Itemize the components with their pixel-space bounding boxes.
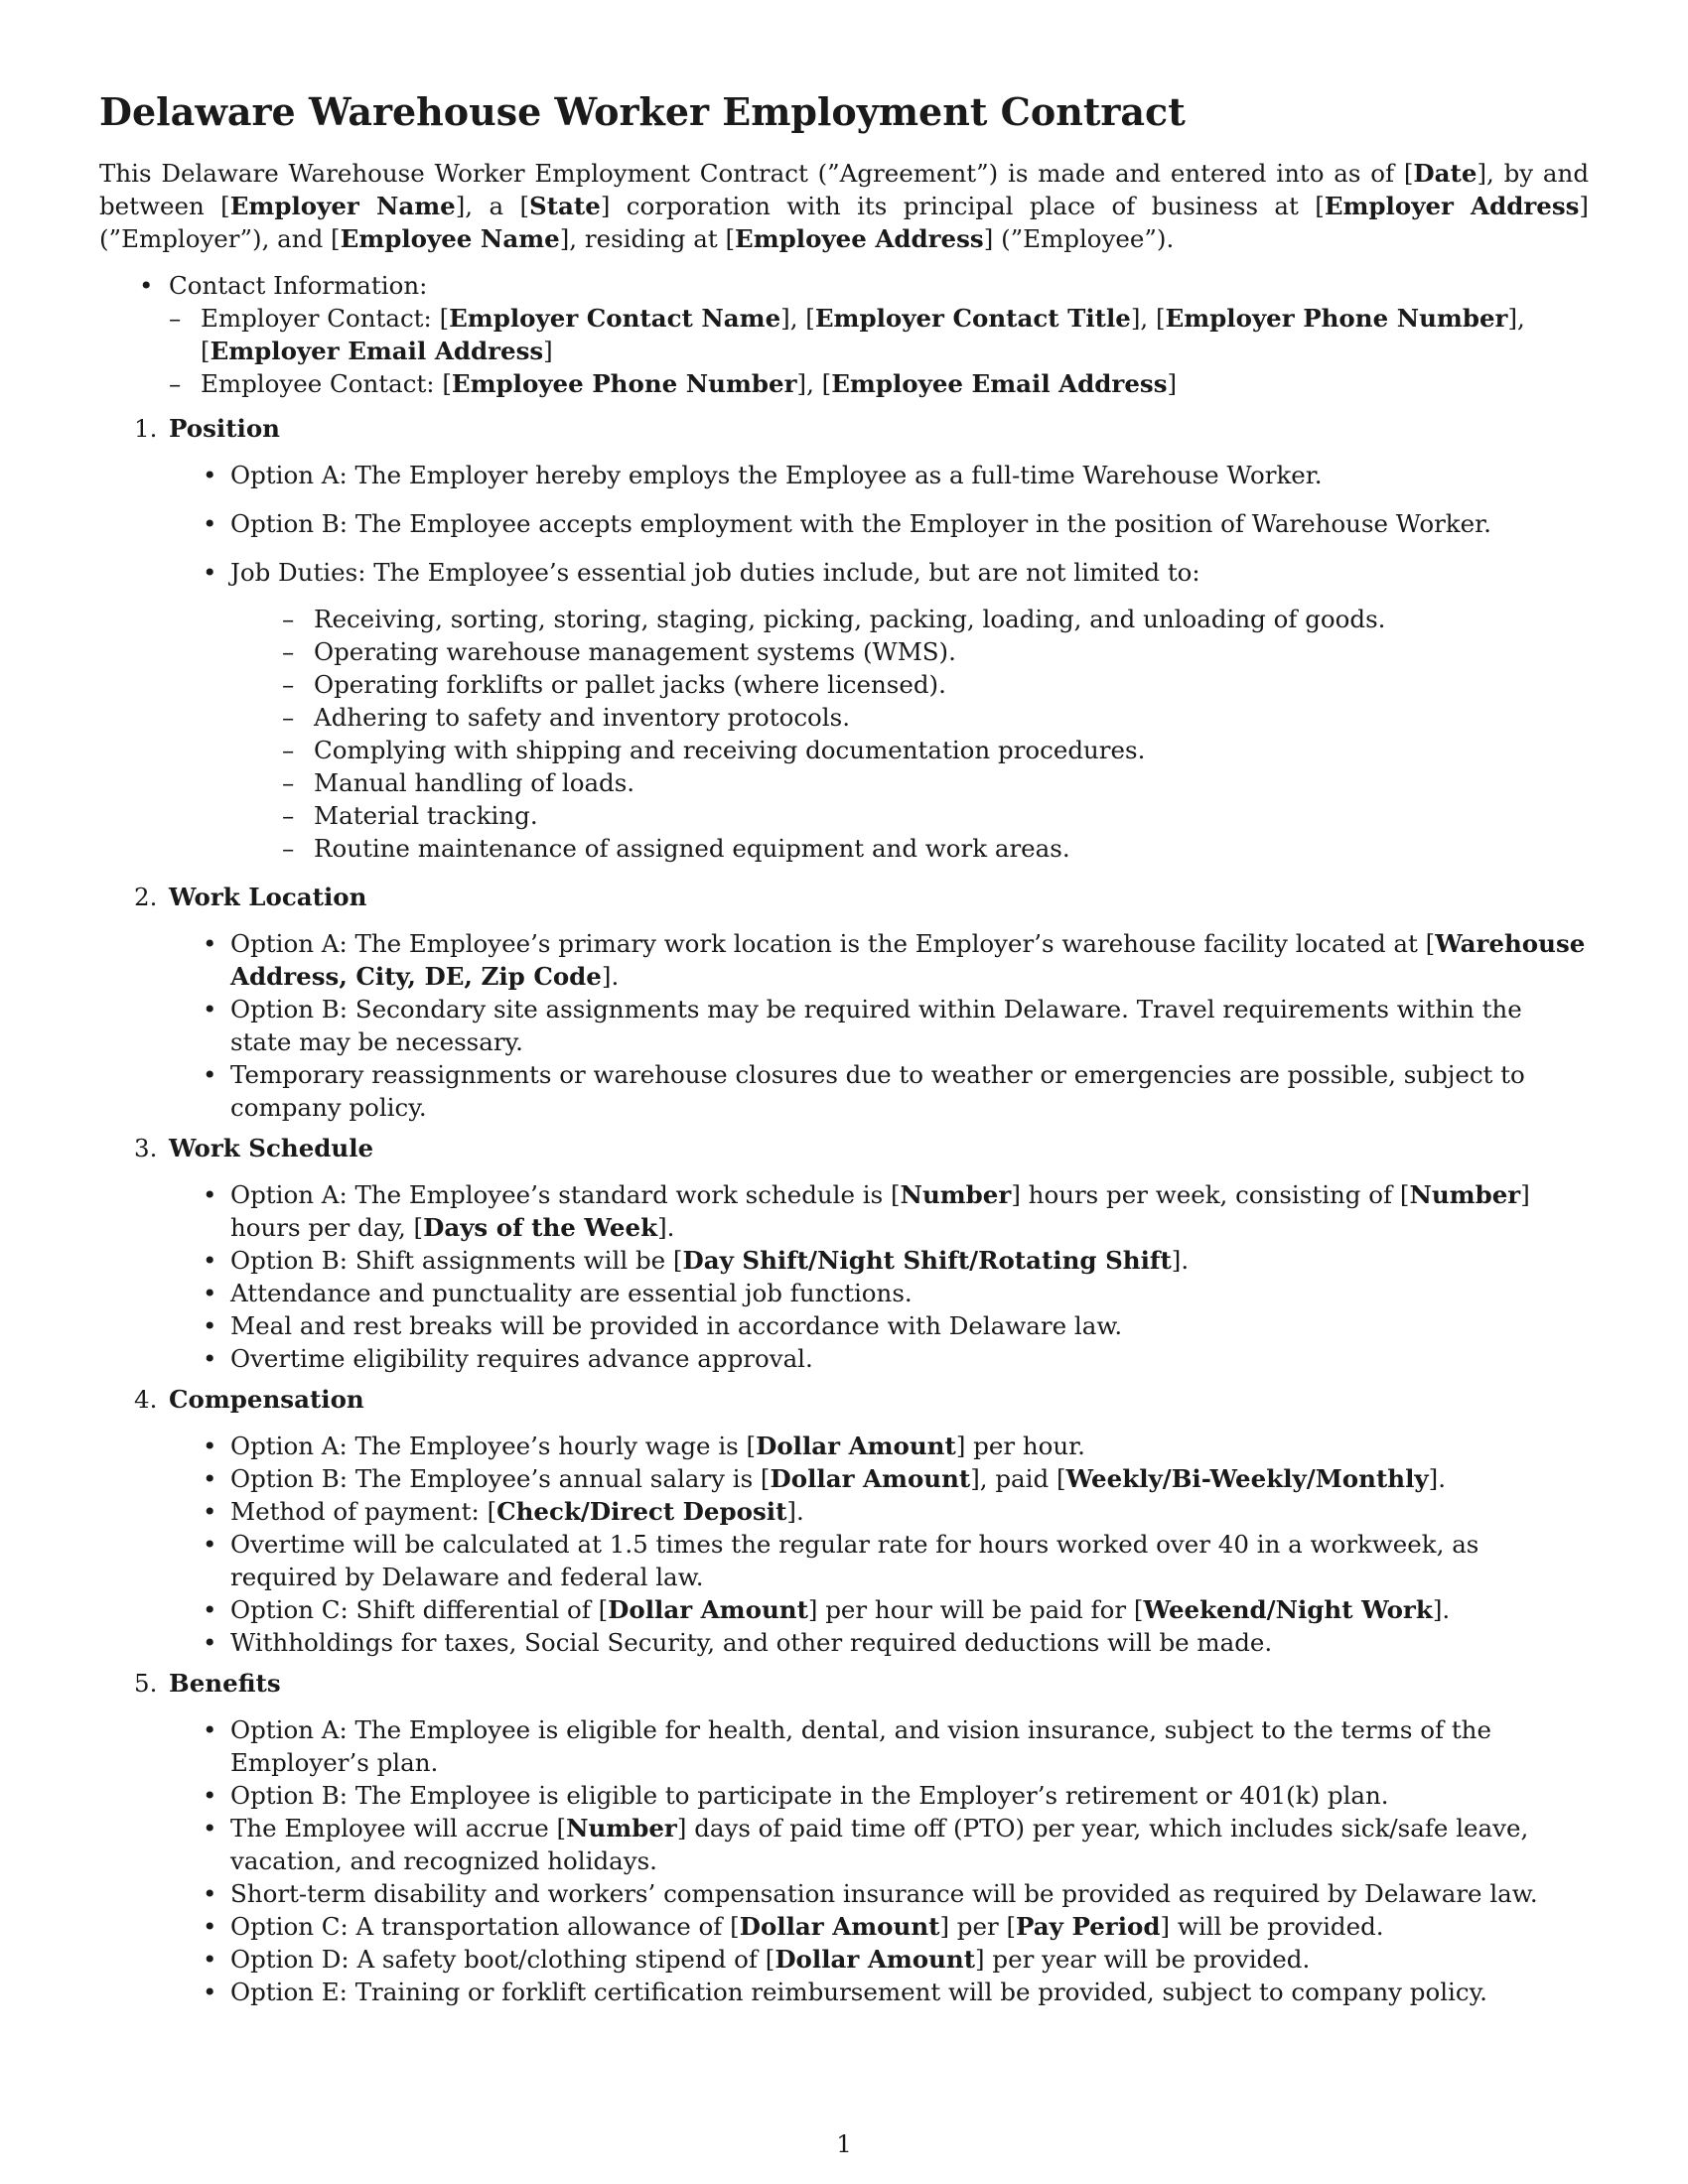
document-title: Delaware Warehouse Worker Employment Contract	[99, 89, 1186, 134]
contact-information-item	[139, 269, 1589, 400]
section-number: 5.	[134, 1669, 158, 1698]
dash-icon: –	[282, 768, 295, 797]
section-benefits	[99, 1667, 1589, 2008]
bullet-icon: •	[203, 1344, 217, 1373]
dash-icon: –	[282, 670, 295, 699]
dash-icon: –	[282, 801, 295, 830]
list-item: • The Employee will accrue [Number] days of paid time off (PTO) per year, which includes sick/safe leave, vacation, and recognized holidays.	[203, 1814, 1529, 1875]
bullet-icon: •	[203, 1879, 217, 1908]
bullet-icon: •	[203, 1464, 217, 1493]
bullet-icon: •	[203, 1530, 217, 1559]
contact-information-list	[139, 269, 1589, 400]
bullet-icon: •	[203, 1814, 217, 1843]
job-duty-item: – Adhering to safety and inventory protocols.	[282, 703, 850, 732]
section-items	[169, 927, 1589, 1124]
section-items	[169, 1178, 1589, 1375]
employer-contact-item: – Employer Contact: [Employer Contact Name], [Employer Contact Title], [Employer Phone Number], [Employer Email Address]	[169, 304, 1525, 365]
list-item: • Overtime eligibility requires advance approval.	[203, 1344, 813, 1373]
section-position	[99, 412, 1589, 865]
placeholder-employer-name: Employer Name	[229, 192, 456, 220]
dash-icon: –	[282, 834, 295, 863]
section-number: 4.	[134, 1385, 158, 1414]
job-duty-item: – Routine maintenance of assigned equipment and work areas.	[282, 834, 1070, 863]
placeholder-date: Date	[1413, 159, 1477, 188]
section-compensation	[99, 1383, 1589, 1659]
dash-icon: –	[282, 605, 295, 633]
list-item: • Meal and rest breaks will be provided in accordance with Delaware law.	[203, 1311, 1123, 1340]
list-item: • Option C: A transportation allowance of [Dollar Amount] per [Pay Period] will be provided.	[203, 1912, 1384, 1941]
job-duties-list	[282, 603, 1589, 865]
job-duty-item: – Receiving, sorting, storing, staging, picking, packing, loading, and unloading of goods.	[282, 605, 1386, 633]
employee-contact-item: – Employee Contact: [Employee Phone Number], [Employee Email Address]	[169, 369, 1178, 398]
list-item: • Option C: Shift differential of [Dollar Amount] per hour will be paid for [Weekend/Night Work].	[203, 1595, 1451, 1624]
document-content	[99, 87, 1589, 2016]
section-title: Compensation	[169, 1385, 364, 1414]
bullet-icon: •	[203, 1945, 217, 1974]
list-item: • Option D: A safety boot/clothing stipend of [Dollar Amount] per year will be provided.	[203, 1945, 1311, 1974]
placeholder-state: State	[529, 192, 601, 220]
list-item: • Option B: Shift assignments will be [Day Shift/Night Shift/Rotating Shift].	[203, 1246, 1190, 1275]
bullet-icon: •	[203, 1246, 217, 1275]
list-item: • Option A: The Employee’s primary work location is the Employer’s warehouse facility located at [Warehouse Address, City, DE, Zip Code].	[203, 929, 1586, 991]
bullet-icon: •	[203, 1715, 217, 1744]
dash-icon: –	[282, 637, 295, 666]
section-work-location	[99, 881, 1589, 1124]
list-item: • Option B: The Employee accepts employment with the Employer in the position of Warehouse Worker.	[203, 509, 1491, 538]
bullet-icon: •	[203, 1279, 217, 1307]
bullet-icon: •	[203, 1060, 217, 1089]
list-item: • Option A: The Employee’s standard work schedule is [Number] hours per week, consisting of [Number] hours per day, [Days of the Week].	[203, 1180, 1530, 1242]
section-number: 2.	[134, 883, 158, 911]
bullet-icon: •	[203, 1978, 217, 2006]
dash-icon: –	[169, 304, 182, 333]
list-item: • Option A: The Employer hereby employs the Employee as a full-time Warehouse Worker.	[203, 461, 1323, 489]
list-item: • Job Duties: The Employee’s essential job duties include, but are not limited to: – Receiving, sorting, storing, staging, picking, packing, loading, and unloading of goods. – Operating warehouse management systems (WMS). – Operating forklifts or pallet jacks (where licensed). – Adhering to safety and inventory protocols. – Complying with shipping and receiving documentation procedures. – Manual handling of loads. – Material tracking. – Routine maintenance of assigned equipment and work areas.	[169, 556, 1589, 865]
section-title: Position	[169, 414, 280, 443]
bullet-icon: •	[203, 995, 217, 1024]
list-item: • Method of payment: [Check/Direct Deposit].	[203, 1497, 804, 1526]
contact-information-label: Contact Information:	[169, 271, 428, 300]
dash-icon: –	[282, 736, 295, 764]
placeholder-employer-address: Employer Address	[1324, 192, 1580, 220]
list-item: • Option B: The Employee is eligible to participate in the Employer’s retirement or 401(k) plan.	[203, 1781, 1389, 1810]
section-number: 1.	[134, 414, 158, 443]
section-work-schedule	[99, 1132, 1589, 1375]
bullet-icon: •	[203, 1497, 217, 1526]
section-items	[169, 1430, 1589, 1659]
job-duty-item: – Operating warehouse management systems (WMS).	[282, 637, 956, 666]
bullet-icon: •	[203, 558, 217, 587]
list-item: • Overtime will be calculated at 1.5 times the regular rate for hours worked over 40 in a workweek, as required by Delaware and federal law.	[203, 1530, 1479, 1591]
contract-sections	[99, 412, 1589, 2008]
bullet-icon: •	[203, 1781, 217, 1810]
job-duty-item: – Material tracking.	[282, 801, 538, 830]
list-item: • Withholdings for taxes, Social Security, and other required deductions will be made.	[203, 1628, 1273, 1657]
placeholder-employee-address: Employee Address	[735, 224, 984, 253]
page-number: 1	[836, 2129, 852, 2158]
placeholder-employee-name: Employee Name	[340, 224, 560, 253]
list-item: • Short-term disability and workers’ compensation insurance will be provided as required by Delaware law.	[203, 1879, 1538, 1908]
section-number: 3.	[134, 1134, 158, 1162]
list-item: • Option A: The Employee is eligible for health, dental, and vision insurance, subject to the terms of the Employer’s plan.	[203, 1715, 1491, 1777]
dash-icon: –	[169, 369, 182, 398]
section-items	[169, 1713, 1589, 2008]
bullet-icon: •	[203, 1311, 217, 1340]
section-title: Benefits	[169, 1669, 281, 1698]
list-item: • Option B: Secondary site assignments may be required within Delaware. Travel requirements within the state may be necessary.	[203, 995, 1522, 1056]
section-title: Work Schedule	[169, 1134, 374, 1162]
bullet-icon: •	[203, 1628, 217, 1657]
dash-icon: –	[282, 703, 295, 732]
list-item: • Temporary reassignments or warehouse closures due to weather or emergencies are possible, subject to company policy.	[203, 1060, 1525, 1122]
bullet-icon: •	[203, 1912, 217, 1941]
bullet-icon: •	[203, 1432, 217, 1460]
bullet-icon: •	[203, 1595, 217, 1624]
bullet-icon: •	[203, 461, 217, 489]
intro-paragraph: This Delaware Warehouse Worker Employment Contract (”Agreement”) is made and entered into as of [Date], by and between [Employer Name], a [State] corporation with its principal place of business at [Employer Address] (”Employer”), and [Employee Name], residing at [Employee Address] (”Employee”).	[99, 159, 1589, 253]
bullet-icon: •	[139, 271, 154, 300]
list-item: • Option E: Training or forklift certification reimbursement will be provided, subject to company policy.	[203, 1978, 1487, 2006]
section-title: Work Location	[169, 883, 367, 911]
contact-sublist	[169, 302, 1589, 400]
bullet-icon: •	[203, 509, 217, 538]
list-item: • Option B: The Employee’s annual salary is [Dollar Amount], paid [Weekly/Bi-Weekly/Monthly].	[203, 1464, 1446, 1493]
list-item: • Attendance and punctuality are essential job functions.	[203, 1279, 913, 1307]
job-duty-item: – Operating forklifts or pallet jacks (where licensed).	[282, 670, 946, 699]
job-duty-item: – Manual handling of loads.	[282, 768, 635, 797]
bullet-icon: •	[203, 929, 217, 958]
job-duty-item: – Complying with shipping and receiving documentation procedures.	[282, 736, 1146, 764]
list-item: • Option A: The Employee’s hourly wage is [Dollar Amount] per hour.	[203, 1432, 1085, 1460]
section-items	[169, 459, 1589, 865]
bullet-icon: •	[203, 1180, 217, 1209]
